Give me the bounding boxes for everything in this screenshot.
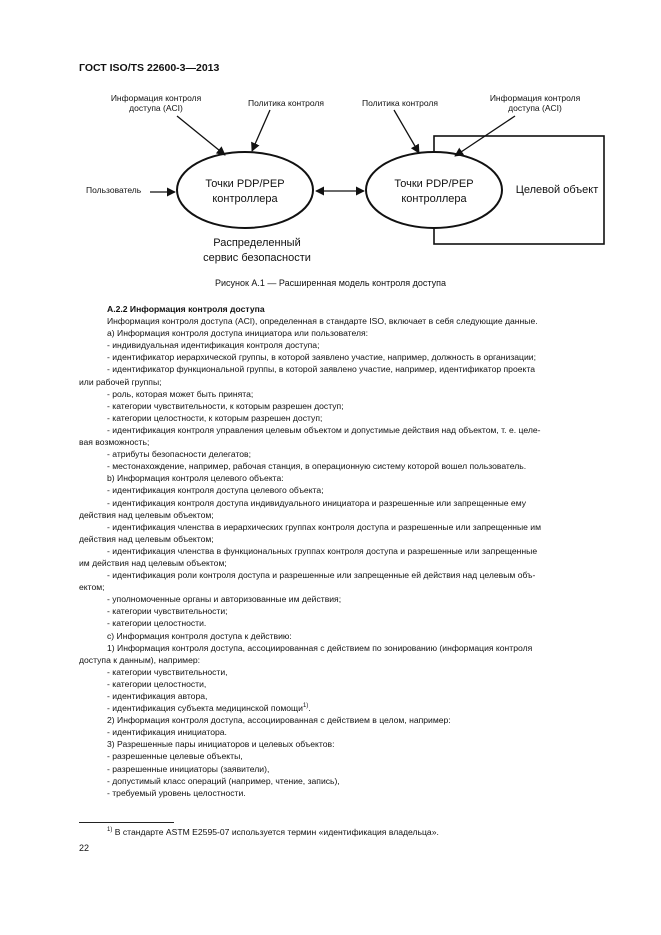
left-aci-label-2: доступа (ACI) (129, 103, 183, 113)
list-item-continuation: доступа к данным), например: (79, 654, 201, 665)
list-item-continuation: действия над целевым объектом; (79, 533, 214, 544)
right-node-line1: Точки PDP/PEP (394, 178, 474, 190)
footnote-ref[interactable]: 1) (302, 703, 309, 710)
list-item: - категории чувствительности; (107, 606, 228, 617)
left-policy-arrow (252, 110, 270, 151)
list-item-continuation: вая возможность; (79, 437, 150, 448)
left-policy-label: Политика контроля (248, 98, 324, 108)
right-pdp-pep-node (366, 152, 502, 228)
list-item: - идентификация членства в иерархических группах контроля доступа и разрешенные или запрещенные им (107, 521, 542, 532)
list-item: - категории целостности, (107, 678, 207, 689)
paragraph-line: Информация контроля доступа (ACI), определенная в стандарте ISO, включает в себя следующие данные. (107, 316, 538, 327)
list-item: - идентификация контроля доступа целевого объекта; (107, 485, 324, 496)
footnote-text: В стандарте ASTM E2595-07 используется термин «идентификация владельца». (114, 827, 439, 837)
list-item-tail: . (308, 703, 311, 714)
list-item: - категории чувствительности, (107, 666, 228, 677)
list-item: - категории целостности. (107, 618, 207, 629)
list-item-continuation: ектом; (79, 582, 105, 593)
service-label-2: сервис безопасности (203, 252, 311, 264)
list-item: 2) Информация контроля доступа, ассоциированная с действием в целом, например: (107, 715, 451, 726)
left-aci-label-1: Информация контроля (110, 93, 202, 103)
left-node-line1: Точки PDP/PEP (205, 178, 285, 190)
list-item: - идентификация роли контроля доступа и разрешенные или запрещенные ей действия над целевым объ- (107, 570, 536, 581)
document-header: ГОСТ ISO/TS 22600-3—2013 (79, 62, 220, 74)
access-control-diagram (0, 80, 661, 280)
list-item: - идентификация контроля доступа индивидуального инициатора и разрешенные или запрещенные ему (107, 497, 527, 508)
list-item: - местонахождение, например, рабочая станция, в операционную систему которой вошел пользователь. (107, 461, 527, 472)
service-label-1: Распределенный (213, 237, 301, 249)
list-item: - идентификация автора, (107, 691, 208, 701)
left-aci-arrow (177, 116, 225, 155)
target-object-label: Целевой объект (515, 184, 599, 196)
right-policy-arrow (394, 110, 419, 153)
page-number: 22 (79, 843, 90, 853)
list-item: - уполномоченные органы и авторизованные им действия; (107, 594, 342, 605)
list-item: - допустимый класс операций (например, чтение, запись), (107, 775, 340, 786)
list-item-continuation: им действия над целевым объектом; (79, 557, 227, 568)
list-item: 3) Разрешенные пары инициаторов и целевых объектов: (107, 739, 335, 750)
list-heading-c: с) Информация контроля доступа к действию: (107, 630, 292, 641)
list-item-continuation: или рабочей группы; (79, 376, 162, 387)
list-item: - категории целостности, к которым разрешен доступ; (107, 412, 323, 423)
list-item: - роль, которая может быть принята; (107, 388, 254, 399)
footnote-mark: 1) (107, 827, 113, 834)
footnote (107, 827, 439, 837)
section-body (79, 303, 614, 799)
list-item: - требуемый уровень целостности. (107, 787, 246, 798)
list-item-text: - идентификация субъекта медицинской помощи (107, 703, 303, 714)
right-aci-label-2: доступа (ACI) (508, 103, 562, 113)
list-heading-a: а) Информация контроля доступа инициатора или пользователя: (107, 328, 369, 339)
user-label: Пользователь (86, 185, 142, 195)
right-policy-label: Политика контроля (362, 98, 438, 108)
right-aci-label-1: Информация контроля (489, 93, 581, 103)
list-item: - разрешенные инициаторы (заявители), (107, 763, 270, 774)
list-item-with-footnote (79, 702, 614, 714)
list-item: - идентификатор функциональной группы, в которой заявлено участие, например, идентификатор проекта (107, 364, 536, 375)
left-pdp-pep-node (177, 152, 313, 228)
list-item-continuation: действия над целевым объектом; (79, 509, 214, 520)
list-heading-b: b) Информация контроля целевого объекта: (107, 473, 284, 484)
list-item: - разрешенные целевые объекты, (107, 751, 243, 762)
footnote-divider (79, 822, 174, 823)
list-item: - категории чувствительности, к которым разрешен доступ; (107, 400, 344, 411)
list-item: - идентификатор иерархической группы, в которой заявлено участие, например, должность в организации; (107, 352, 536, 363)
section-title: А.2.2 Информация контроля доступа (107, 304, 265, 314)
list-item: 1) Информация контроля доступа, ассоциированная с действием по зонированию (информация контроля (107, 642, 533, 653)
list-item: - атрибуты безопасности делегатов; (107, 449, 252, 460)
list-item: - идентификация инициатора. (107, 727, 227, 738)
right-node-line2: контроллера (401, 193, 467, 205)
list-item: - идентификация контроля управления целевым объектом и допустимые действия над объектом, т. е. целе- (107, 424, 541, 435)
left-node-line2: контроллера (212, 193, 278, 205)
list-item: - идентификация членства в функциональных группах контроля доступа и разрешенные или запрещенные (107, 545, 538, 556)
figure-caption: Рисунок А.1 — Расширенная модель контроля доступа (214, 278, 447, 288)
list-item: - индивидуальная идентификация контроля доступа; (107, 340, 320, 351)
